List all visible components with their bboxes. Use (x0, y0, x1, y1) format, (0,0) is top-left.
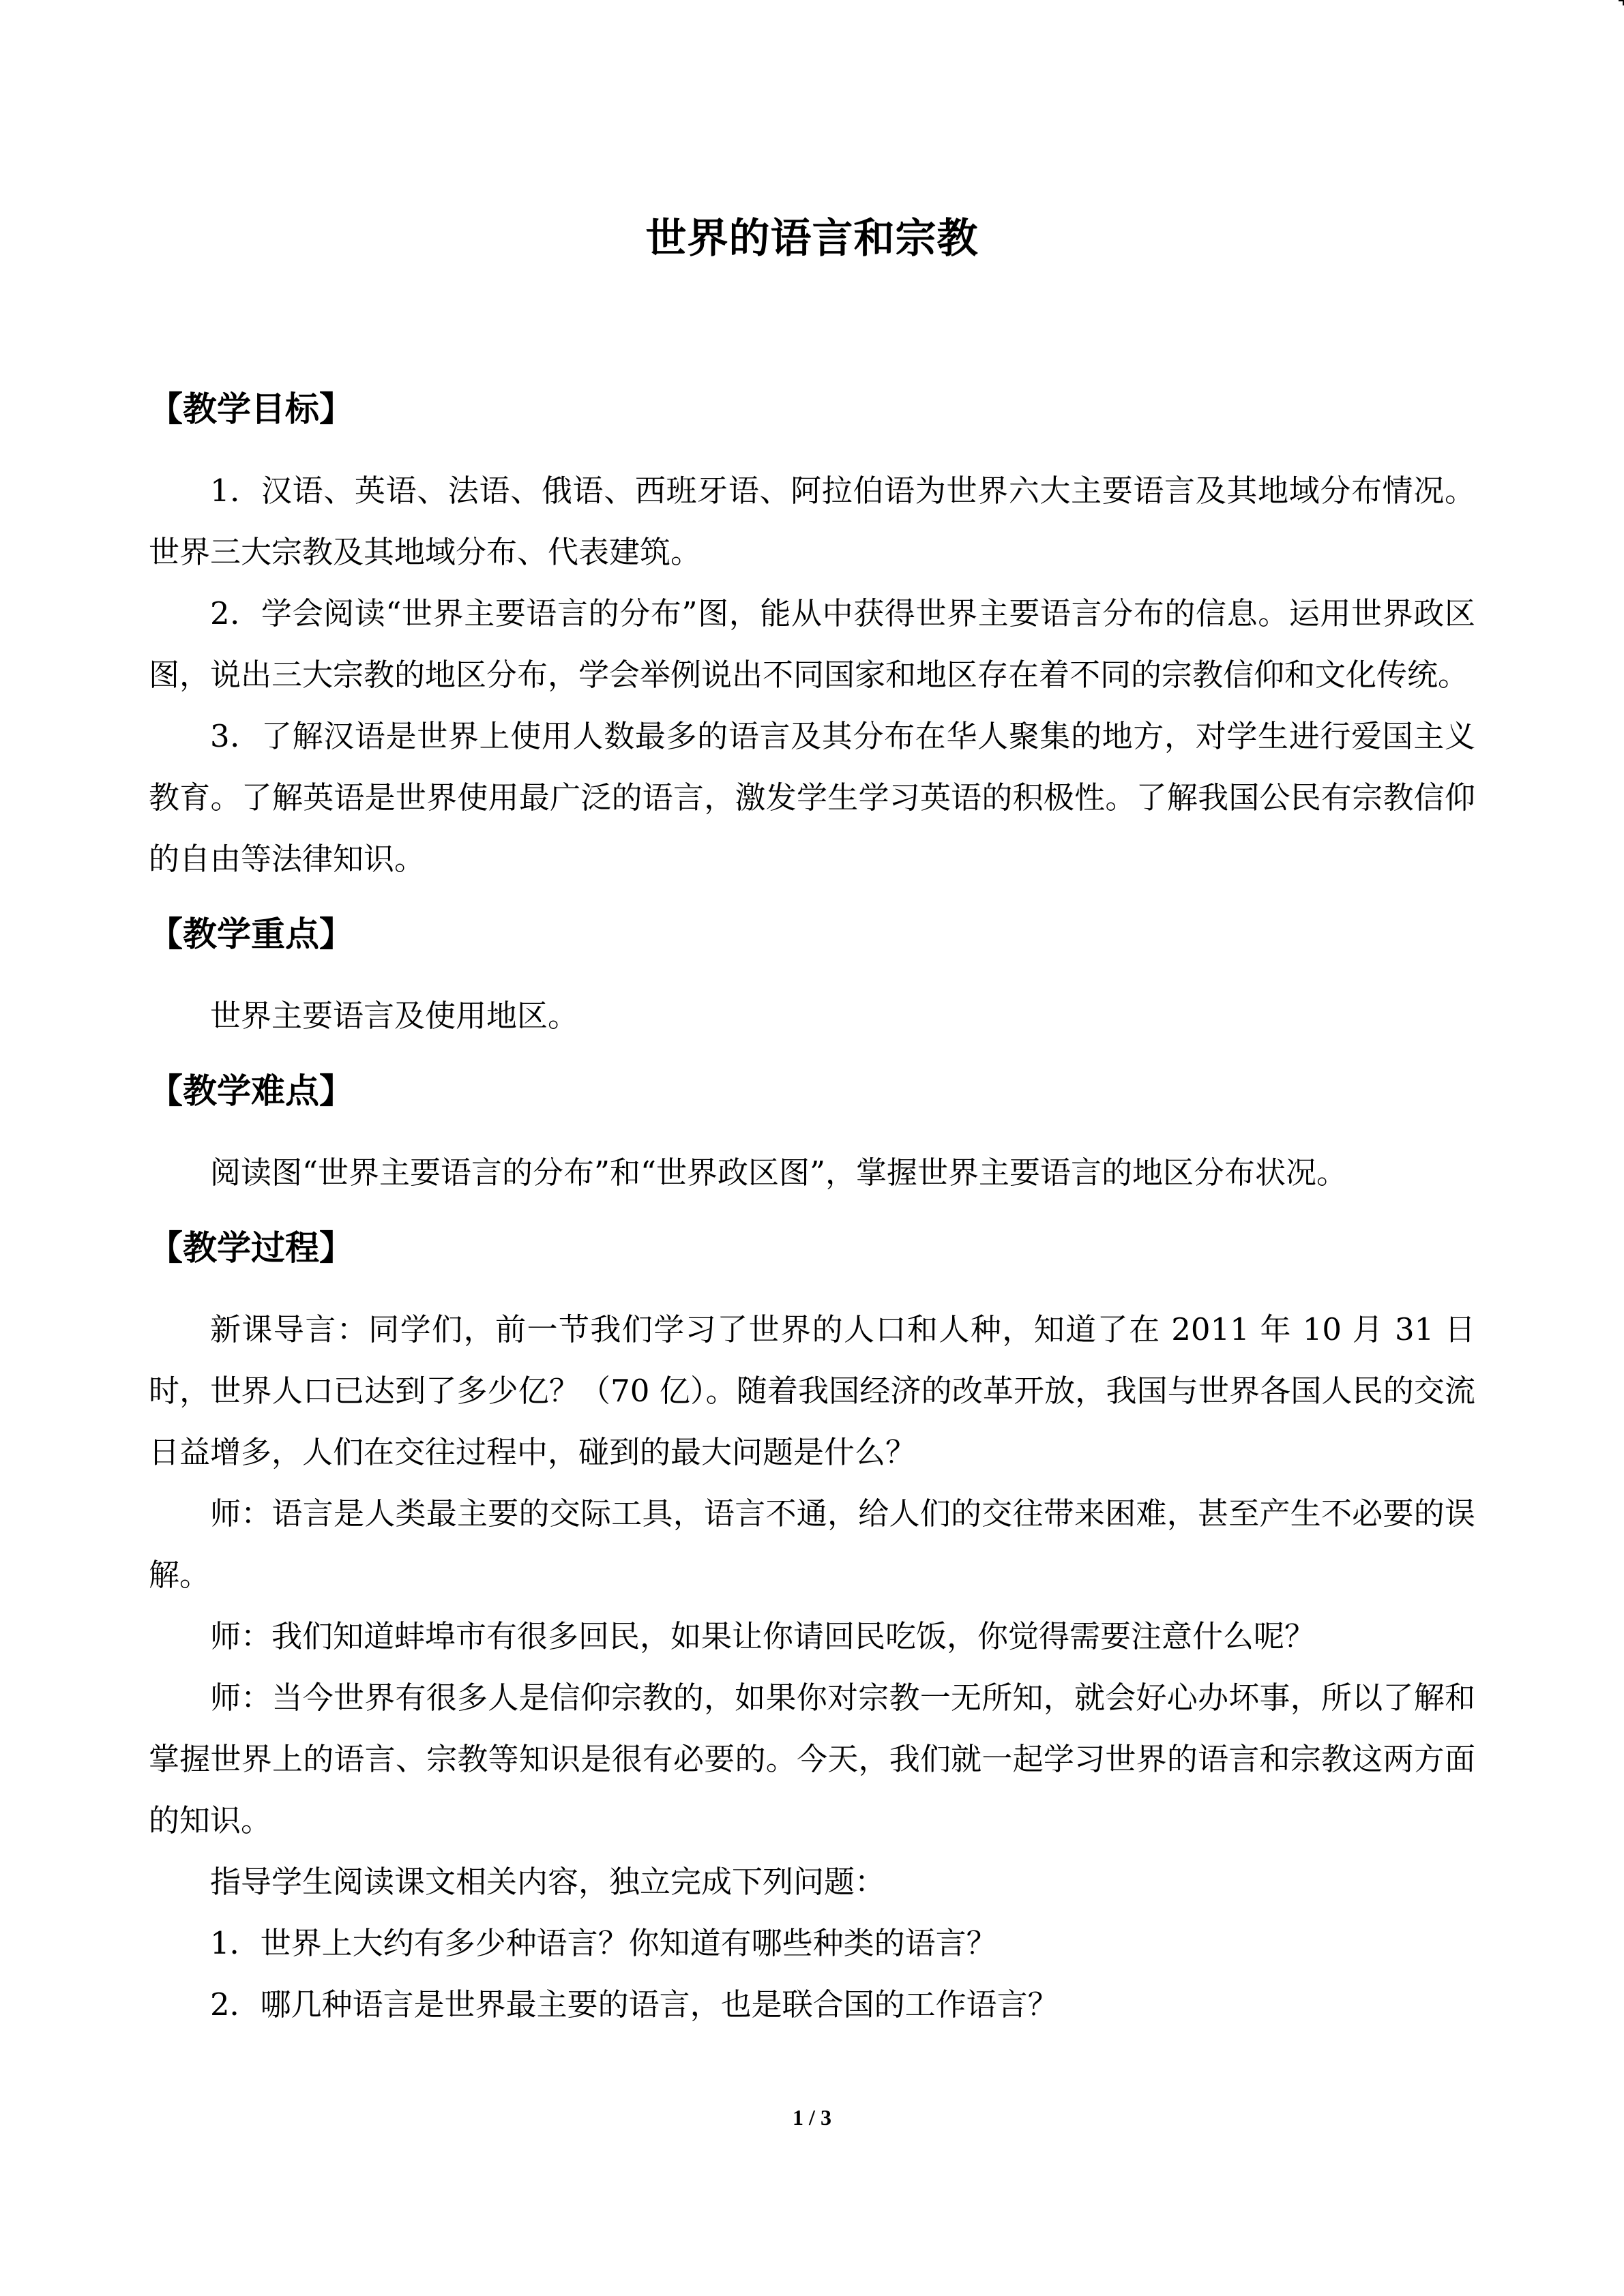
process-paragraph: 2．哪几种语言是世界最主要的语言，也是联合国的工作语言？ (210, 1986, 1059, 2023)
process-paragraph: 指导学生阅读课文相关内容，独立完成下列问题： (210, 1864, 886, 1900)
process-paragraph: 师：我们知道蚌埠市有很多回民，如果让你请回民吃饭，你觉得需要注意什么呢？ (210, 1618, 1316, 1654)
difficulty-paragraph: 阅读图“世界主要语言的分布”和“世界政区图”，掌握世界主要语言的地区分布状况。 (210, 1154, 1348, 1191)
key-point-paragraph: 世界主要语言及使用地区。 (210, 998, 579, 1034)
section-heading-key-points: 【教学重点】 (149, 914, 353, 954)
process-paragraph: 师：当今世界有很多人是信仰宗教的，如果你对宗教一无所知，就会好心办坏事，所以了解和掌握世界上的语言、宗教等知识是很有必要的。今天，我们就一起学习世界的语言和宗教这两方面的知识。 (149, 1680, 1475, 1838)
section-heading-difficulties: 【教学难点】 (149, 1071, 353, 1111)
process-paragraph: 师：语言是人类最主要的交际工具，语言不通，给人们的交往带来困难，甚至产生不必要的误解。 (149, 1495, 1475, 1593)
objective-paragraph: 3．了解汉语是世界上使用人数最多的语言及其分布在华人聚集的地方，对学生进行爱国主义教育。了解英语是世界使用最广泛的语言，激发学生学习英语的积极性。了解我国公民有宗教信仰的自由等法律知识。 (149, 718, 1475, 877)
objective-paragraph: 2．学会阅读“世界主要语言的分布”图，能从中获得世界主要语言分布的信息。运用世界政区图，说出三大宗教的地区分布，学会举例说出不同国家和地区存在着不同的宗教信仰和文化传统。 (149, 595, 1475, 693)
section-heading-process: 【教学过程】 (149, 1228, 353, 1268)
document-body (149, 378, 1475, 2036)
document-title: 世界的语言和宗教 (645, 215, 979, 263)
section-heading-objectives: 【教学目标】 (149, 389, 353, 429)
page-number: 1 / 3 (793, 2105, 831, 2130)
process-paragraph: 1．世界上大约有多少种语言？你知道有哪些种类的语言？ (210, 1925, 997, 1961)
process-paragraph: 新课导言：同学们，前一节我们学习了世界的人口和人种，知道了在 2011 年 10 月 31 日时，世界人口已达到了多少亿？（70 亿）。随着我国经济的改革开放，我国与世界各国人民的交流日益增多，人们在交往过程中，碰到的最大问题是什么？ (149, 1311, 1475, 1470)
objective-paragraph: 1．汉语、英语、法语、俄语、西班牙语、阿拉伯语为世界六大主要语言及其地域分布情况。世界三大宗教及其地域分布、代表建筑。 (149, 473, 1475, 570)
page-corner-mark (1619, 0, 1624, 5)
